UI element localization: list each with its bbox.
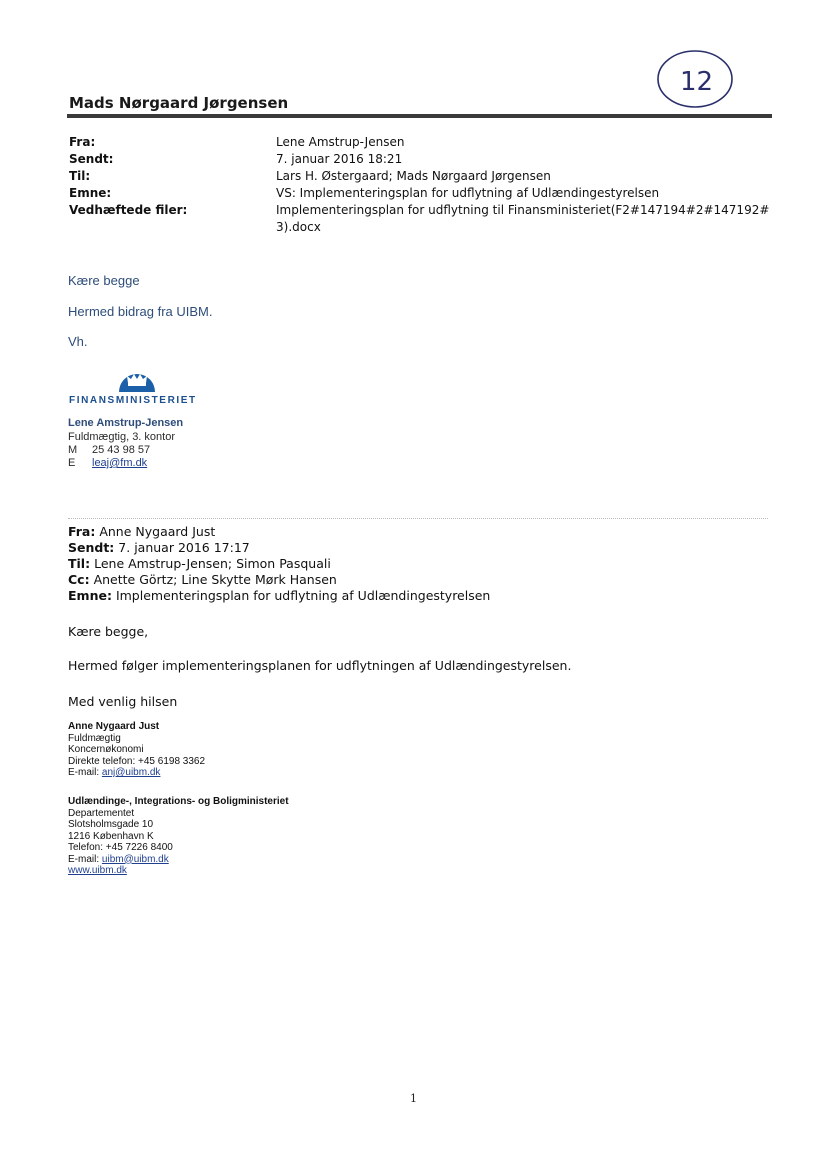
organisation-email-link[interactable]: uibm@uibm.dk <box>101 853 169 865</box>
message-greeting: Kære begge <box>68 273 140 288</box>
signature2-phone: Direkte telefon: +45 6198 3362 <box>68 755 206 767</box>
organisation-phone: Telefon: +45 7226 8400 <box>68 842 173 853</box>
signature-mobile: 25 43 98 57 <box>92 444 151 456</box>
attachment-filename-line1[interactable]: Implementeringsplan for udflytning til Finansministeriet(F2#147194#2#147192# <box>276 203 770 217</box>
forwarded-greeting: Kære begge, <box>68 624 149 639</box>
signature-email-label: E <box>68 457 76 469</box>
finansministeriet-logo <box>68 362 223 406</box>
signature-email-link[interactable]: leaj@fm.dk <box>92 457 148 469</box>
forwarded-subject: Emne: Implementeringsplan for udflytning af Udlændingestyrelsen <box>68 588 491 603</box>
organisation-name: Udlændinge-, Integrations- og Boligministeriet <box>68 796 289 807</box>
organisation-street: Slotsholmsgade 10 <box>68 819 154 830</box>
handwritten-page-stamp <box>654 46 738 112</box>
message-line: Hermed bidrag fra UIBM. <box>68 304 213 319</box>
forwarded-to: Til: Lene Amstrup-Jensen; Simon Pasquali <box>68 556 331 571</box>
to-label: Til: <box>69 169 91 183</box>
organisation-block: Udlændinge-, Integrations- og Boligministeriet Departementet Slotsholmsgade 10 1216 København K Telefon: +45 7226 8400 E-mail: uibm@uibm.dk www.uibm.dk <box>68 796 289 876</box>
attachment-filename-line2[interactable]: 3).docx <box>276 220 321 234</box>
forward-separator <box>68 518 768 519</box>
subject-label: Emne: <box>69 186 112 200</box>
signature2-name: Anne Nygaard Just <box>68 721 160 732</box>
signature-mobile-label: M <box>68 444 78 456</box>
signature2-email-link[interactable]: anj@uibm.dk <box>101 767 161 778</box>
organisation-web-link[interactable]: www.uibm.dk <box>68 865 127 876</box>
logo-text: FINANSMINISTERIET <box>69 395 197 406</box>
from-value: Lene Amstrup-Jensen <box>276 135 405 149</box>
stamp-number: 12 <box>680 67 714 97</box>
attachments-label: Vedhæftede filer: <box>69 203 188 217</box>
forwarded-sent: Sendt: 7. januar 2016 17:17 <box>68 540 250 555</box>
subject-value: VS: Implementeringsplan for udflytning af Udlændingestyrelsen <box>276 186 660 200</box>
forwarded-closing: Med venlig hilsen <box>68 694 178 709</box>
mailbox-owner-name: Mads Nørgaard Jørgensen <box>69 94 289 112</box>
sent-label: Sendt: <box>69 152 114 166</box>
signature2-title: Fuldmægtig <box>68 732 121 744</box>
header-divider <box>67 114 772 118</box>
from-label: Fra: <box>69 135 96 149</box>
forwarded-from: Fra: Anne Nygaard Just <box>68 524 216 539</box>
page-number: 1 <box>410 1092 417 1105</box>
organisation-city: 1216 København K <box>68 830 154 842</box>
signature2-dept: Koncernøkonomi <box>68 744 144 755</box>
forwarded-body: Hermed følger implementeringsplanen for udflytningen af Udlændingestyrelsen. <box>68 658 572 673</box>
signature-title: Fuldmægtig, 3. kontor <box>68 431 175 443</box>
to-value: Lars H. Østergaard; Mads Nørgaard Jørgensen <box>276 169 551 183</box>
forwarded-cc: Cc: Anette Görtz; Line Skytte Mørk Hansen <box>68 572 337 587</box>
signature-name: Lene Amstrup-Jensen <box>68 417 184 429</box>
sent-value: 7. januar 2016 18:21 <box>276 152 403 166</box>
message-closing: Vh. <box>68 334 88 349</box>
organisation-dept: Departementet <box>68 807 135 819</box>
signature2-block: Anne Nygaard Just Fuldmægtig Koncernøkonomi Direkte telefon: +45 6198 3362 E-mail: anj@uibm.dk <box>68 721 206 778</box>
